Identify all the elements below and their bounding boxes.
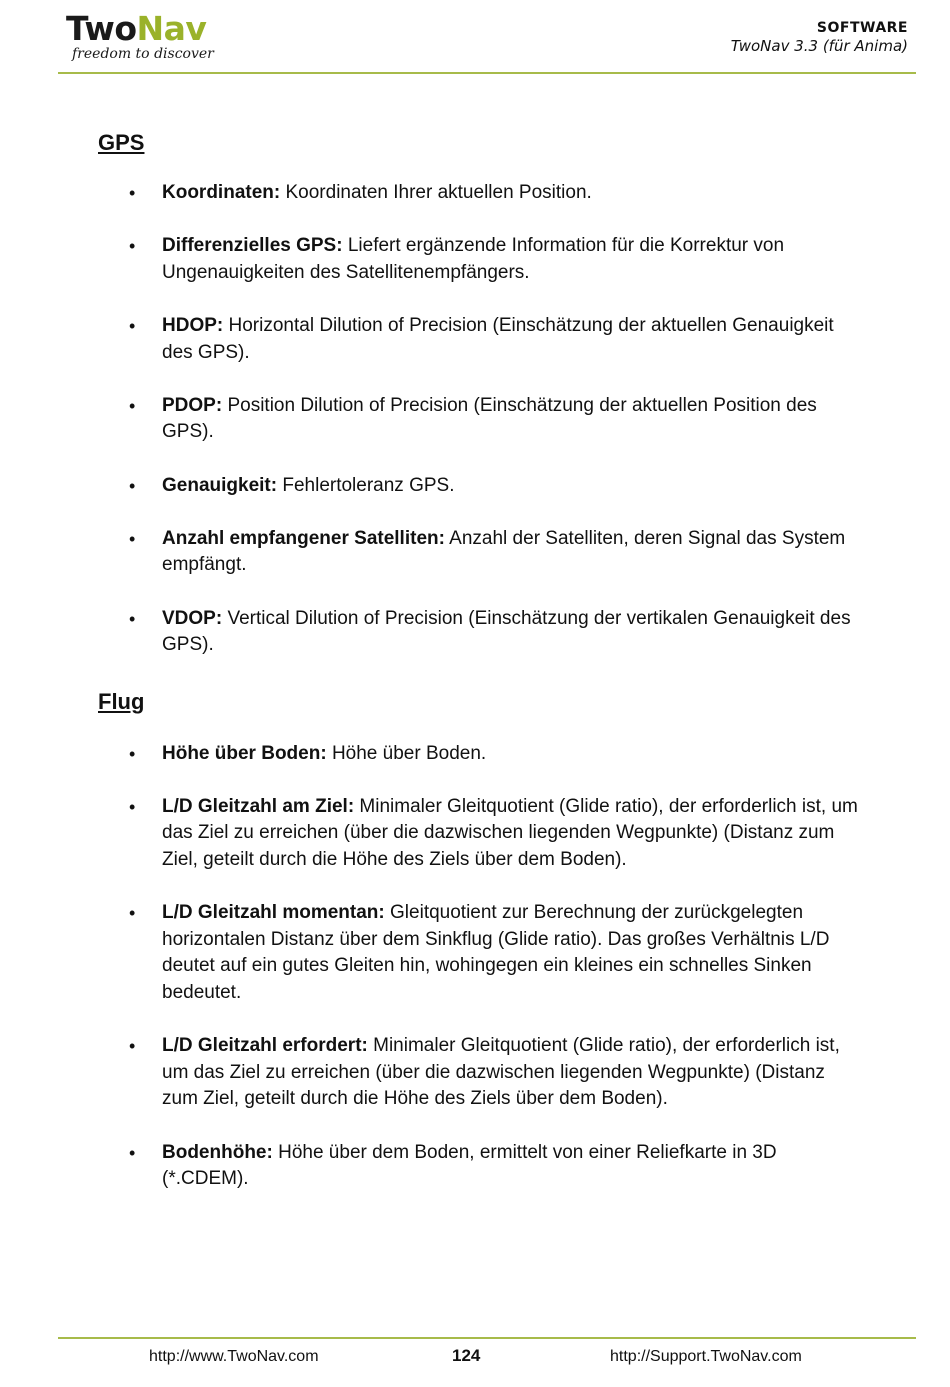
item-text: Anzahl der Satelliten, deren Signal das System empfängt. — [162, 527, 846, 576]
list-item — [98, 393, 858, 446]
item-term: Anzahl empfangener Satelliten: — [162, 527, 445, 549]
bullet-icon: • — [129, 903, 136, 924]
bullet-icon: • — [129, 743, 136, 764]
list-item — [98, 794, 858, 874]
item-term: HDOP: — [162, 314, 224, 336]
page-number: 124 — [452, 1346, 481, 1365]
item-term: PDOP: — [162, 394, 223, 416]
flug-list — [98, 741, 858, 1193]
header-product-label: TwoNav 3.3 (für Anima) — [730, 37, 908, 55]
footer-divider — [58, 1337, 916, 1339]
item-term: Bodenhöhe: — [162, 1141, 273, 1163]
list-item — [98, 473, 858, 500]
item-text: Gleitquotient zur Berechnung der zurückgelegten horizontalen Distanz über dem Sinkflug (Glide ratio). Das großes Verhältnis L/D deutet auf ein gutes Gleiten hin, wohingegen ein kleines ein schnelles Sinken bedeutet. — [162, 902, 830, 1004]
list-item — [98, 1140, 858, 1193]
bullet-icon: • — [129, 796, 136, 817]
item-text: Liefert ergänzende Information für die Korrektur von Ungenauigkeiten des Satellitenempfängers. — [162, 235, 785, 283]
logo-nav: Nav — [136, 9, 207, 48]
bullet-icon: • — [129, 528, 136, 549]
item-term: Höhe über Boden: — [162, 742, 327, 764]
bullet-icon: • — [129, 315, 136, 336]
list-item — [98, 526, 858, 579]
item-term: L/D Gleitzahl erfordert: — [162, 1035, 368, 1057]
list-item — [98, 606, 858, 659]
list-item — [98, 313, 858, 366]
list-item — [98, 741, 858, 768]
bullet-icon: • — [129, 183, 136, 203]
item-text: Vertical Dilution of Precision (Einschätzung der vertikalen Genauigkeit des GPS). — [162, 607, 851, 656]
item-text: Horizontal Dilution of Precision (Einschätzung der aktuellen Genauigkeit des GPS). — [162, 314, 834, 363]
bullet-icon: • — [129, 475, 136, 496]
item-text: Minimaler Gleitquotient (Glide ratio), der erforderlich ist, um das Ziel zu erreichen (über die dazwischen liegenden Wegpunkte) (Distanz zum Ziel, geteilt durch die Höhe des Ziels über dem Boden). — [162, 1035, 840, 1110]
item-text: Koordinaten Ihrer aktuellen Position. — [280, 182, 592, 203]
bullet-icon: • — [129, 395, 136, 416]
item-term: Differenzielles GPS: — [162, 235, 343, 257]
list-item — [98, 233, 858, 286]
bullet-icon: • — [129, 236, 136, 257]
logo-two: Two — [66, 9, 137, 48]
footer-support-link[interactable]: http://Support.TwoNav.com — [610, 1348, 802, 1365]
item-text: Position Dilution of Precision (Einschätzung der aktuellen Position des GPS). — [162, 394, 817, 443]
list-item — [98, 180, 858, 207]
logo-wordmark — [66, 9, 214, 48]
bullet-icon: • — [129, 1142, 136, 1163]
header-section-label: SOFTWARE — [816, 20, 908, 36]
list-item — [98, 900, 858, 1006]
logo-tagline: freedom to discover — [72, 46, 214, 62]
bullet-icon: • — [129, 608, 136, 629]
item-term: Genauigkeit: — [162, 474, 278, 496]
item-text: Höhe über Boden. — [326, 742, 487, 764]
list-item — [98, 1033, 858, 1113]
section-title-gps: GPS — [98, 130, 145, 155]
bullet-icon: • — [129, 1036, 136, 1057]
item-term: L/D Gleitzahl am Ziel: — [162, 795, 355, 817]
header-info — [731, 20, 908, 56]
header-divider — [58, 72, 916, 74]
footer-website-link[interactable]: http://www.TwoNav.com — [149, 1348, 319, 1365]
gps-list — [98, 180, 858, 659]
item-text: Höhe über dem Boden, ermittelt von einer Reliefkarte in 3D (*.CDEM). — [162, 1141, 777, 1190]
section-title-flug: Flug — [98, 688, 145, 714]
page-content — [98, 128, 858, 1193]
twonav-logo — [66, 9, 214, 62]
page-header — [58, 8, 916, 72]
page-footer — [58, 1346, 916, 1370]
item-text: Minimaler Gleitquotient (Glide ratio), der erforderlich ist, um das Ziel zu erreichen (über die dazwischen liegenden Wegpunkte) (Distanz zum Ziel, geteilt durch die Höhe des Ziels über dem Boden). — [162, 795, 858, 871]
item-term: L/D Gleitzahl momentan: — [162, 902, 385, 924]
item-term: VDOP: — [162, 607, 223, 629]
item-term: Koordinaten: — [162, 182, 281, 203]
item-text: Fehlertoleranz GPS. — [277, 474, 455, 496]
